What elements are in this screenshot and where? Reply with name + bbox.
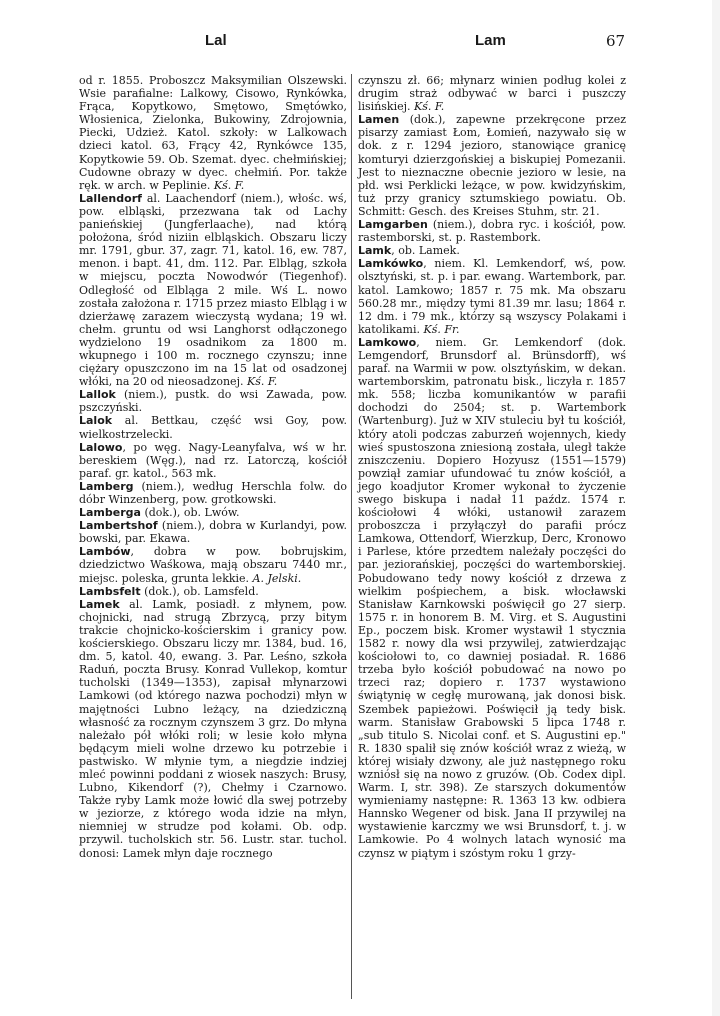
entry-signature: A. Jelski.: [249, 571, 302, 585]
right-column: [358, 74, 626, 860]
dictionary-entry: [358, 74, 626, 113]
entry-headword: Lamberga: [79, 506, 141, 520]
entry-headword: Lamkówko: [358, 257, 424, 271]
scan-edge: [712, 0, 720, 1016]
dictionary-entry: [79, 192, 347, 388]
dictionary-entry: [79, 506, 347, 519]
dictionary-entry: [358, 244, 626, 257]
dictionary-entry: [79, 480, 347, 506]
entry-text: (niem.), pustk. do wsi Zawada, pow. pszczyński.: [79, 388, 347, 415]
entry-text: od r. 1855. Proboszcz Maksymilian Olszewski. Wsie parafialne: Lalkowy, Cisowo, Rynkówka, Frąca, Kopytkowo, Smętowo, Smętówko, Włosienica, Zielonka, Bukowiny, Zdrojownia, Piecki, Udzież. Katol. szkoły: w Lalkowach dzieci katol. 63, Frący 42, Rynkówce 135, Kopytkowie 59. Ob. Szemat. dyec. chełmińskiej; Cudowne obrazy w dyec. chełmiń. Por. także ręk. w arch. w Peplinie.: [79, 74, 347, 192]
entry-text: (dok.), zapewne przekręcone przez pisarzy zamiast Łom, Łomień, nazywało się w dok. z r. 1294 jezioro, stanowiące granicę komturyi dzierzgońskiej a biskupiej Pomezanii. Jest to nieznaczne obecnie jezioro w lesie, na płd. wsi Perklicki leżące, w pow. kwidzyńskim, tuż przy granicy sztumskiego powiatu. Ob. Schmitt: Gesch. des Kreises Stuhm, str. 21.: [358, 113, 626, 218]
column-divider: [351, 74, 352, 999]
entry-text: (niem.), dobra ryc. i kościół, pow. rastemborski, st. p. Rastembork.: [358, 218, 626, 245]
dictionary-entry: [79, 545, 347, 584]
entry-headword: Lalok: [79, 414, 113, 428]
dictionary-entry: [79, 388, 347, 414]
entry-headword: Lambsfelt: [79, 584, 141, 598]
entry-text: , po węg. Nagy-Leanyfalva, wś w hr. bereskiem (Węg.), nad rz. Latorczą, kościół paraf. gr. katol., 563 mk.: [79, 440, 347, 480]
entry-text: al. Laachendorf (niem.), włośc. wś, pow. elbląski, przezwana tak od Lachy panieńskiej (Jungferlaache), nad którą położona, śród niziin elbląskich. Obszaru liczy mr. 1791, gbur. 37, zagr. 71, katol. 16, ew. 787, menon. i bapt. 41, dm. 112. Par. Elbląg, szkoła w miejscu, poczta Nowodwór (Tiegenhof). Odległość od Elbląga 2 mile. Wś L. nowo została założona r. 1715 przez miasto Elbląg i w dzierżawę zarazem wieczystą wydana; 19 wł. chełm. gruntu od wsi Langhorst odłączonego wydzielono 19 osadnikom za 1800 m. wkupnego i 100 m. rocznego czynszu; inne ciężary opuszczono im na 15 lat od osadzonej włóki, na 20 od nieosadzonej.: [79, 191, 347, 389]
dictionary-entry: [79, 585, 347, 598]
entry-text: al. Bettkau, część wsi Goy, pow. wielkostrzelecki.: [79, 414, 347, 441]
entry-text: (niem.), dobra w Kurlandyi, pow. bowski, par. Ekawa.: [79, 519, 347, 546]
entry-text: (dok.), ob. Lwów.: [140, 506, 240, 520]
entry-headword: Lallok: [79, 388, 116, 402]
page-header: [0, 32, 720, 54]
dictionary-entry: [358, 113, 626, 218]
entry-headword: Lambertshof: [79, 519, 158, 533]
entry-headword: Lamkowo: [358, 335, 417, 349]
dictionary-entry: [79, 519, 347, 545]
entry-text: , ob. Lamek.: [391, 244, 460, 258]
entry-signature: Kś. F.: [243, 375, 278, 389]
entry-signature: Kś. F.: [410, 100, 445, 114]
entry-text: , niem. Gr. Lemkendorf (dok. Lemgendorf, Brunsdorf al. Brünsdorff), wś paraf. na Warmii w pow. olsztyńskim, w dekan. wartemborskim, patronatu bisk., liczyła r. 1857 mk. 558; liczba komunikantów w parafii dochodzi do 2504; st. p. Wartembork (Wartenburg). Już w XIV stuleciu był tu kościół, który atoli podczas zaburzeń wojennych, kiedy wieś spustoszona zniesioną została, uległ także zniszczeniu. Dopiero Hozyusz (1551—1579) powziął zamiar ufundować tu znów kościół, a jego koadjutor Kromer wykonał to życzenie swego biskupa i nadał 11 paźdz. 1574 r. kościołowi 4 włóki, ustanowił zarazem proboszcza i przyłączył do parafii prócz Lamkowa, Ottendorf, Wierzkup, Derc, Kronowo i Parlese, które przedtem należały poczęści do par. jeziorańskiej, poczęści do wartemborskiej. Pobudowano tedy nowy kościół z drzewa z wielkim pośpiechem, a bisk. włocławski Stanisław Karnkowski poświęcił go 27 sierp. 1575 r. in honorem B. M. Virg. et S. Augustini Ep., poczem bisk. Kromer wystawił 1 stycznia 1582 r. nowy dla wsi przywilej, zatwierdzając kościołowi to, co dawniej posiadał. R. 1686 trzeba było kościół pobudować na nowo po trzeci raz; dopiero r. 1737 wystawiono świątynię w cegłę murowaną, jak donosi bisk. Szembek papieżowi. Poświęcił ją tedy bisk. warm. Stanisław Grabowski 5 lipca 1748 r. „sub titulo S. Nicolai conf. et S. Augustini ep." R. 1830 spalił się znów kościół wraz z wieżą, w której wisiały dzwony, ale już następnego roku wzniósł się na nowo z gruzów. (Ob. Codex dipl. Warm. I, str. 398). Ze starszych dokumentów wymieniamy następne: R. 1363 13 kw. odbiera Hannsko Wegener od bisk. Jana II przywilej na wystawienie karczmy we wsi Brunsdorf, t. j. w Lamkowie. Po 4 wolnych latach wynosić ma czynsz w piątym i szóstym roku 1 grzy-: [358, 335, 626, 860]
running-head-left: Lal: [205, 32, 227, 49]
entry-headword: Lamgarben: [358, 218, 428, 232]
dictionary-entry: [79, 74, 347, 192]
dictionary-entry: [79, 414, 347, 440]
entry-signature: Kś. Fr.: [419, 322, 460, 336]
entry-text: (niem.), według Herschla folw. do dóbr Winzenberg, pow. grotkowski.: [79, 479, 347, 506]
entry-headword: Lambów: [79, 545, 131, 559]
entry-text: , dobra w pow. bobrujskim, dziedzictwo Waśkowa, mają obszaru 7440 mr., miejsc. poleska, grunta lekkie.: [79, 545, 347, 585]
running-head-center: Lam: [475, 32, 506, 49]
entry-text: (dok.), ob. Lamsfeld.: [140, 584, 259, 598]
dictionary-entry: [358, 336, 626, 860]
entry-headword: Lamek: [79, 597, 120, 611]
dictionary-entry: [79, 598, 347, 860]
left-column: [79, 74, 347, 860]
dictionary-entry: [358, 218, 626, 244]
entry-headword: Lallendorf: [79, 191, 142, 205]
entry-text: al. Lamk, posiadł. z młynem, pow. chojnicki, nad strugą Zbrzycą, przy bitym trakcie chojnicko-kościerskim i granicy pow. kościerskiego. Obszaru liczy mr. 1384, bud. 16, dm. 5, katol. 40, ewang. 3. Par. Leśno, szkoła Raduń, poczta Brusy. Konrad Vullekop, komtur tucholski (1349—1353), zapisał młynarzowi Lamkowi (od którego nazwa pochodzi) młyn w majętności Lubno leżący, na dziedziczną własność za rocznym czynszem 3 grz. Do młyna należało pół włóki roli; w lesie koło młyna będącym mieli wolne drzewo ku potrzebie i pastwisko. W młynie tym, a niegdzie indziej mleć powinni poddani z wiosek naszych: Brusy, Lubno, Kikendorf (?), Chełmy i Czarnowo. Także ryby Lamk może łowić dla swej potrzeby w jeziorze, z którego woda idzie na młyn, niemniej w strudze pod kołami. Ob. odp. przywil. tucholskich str. 56. Lustr. star. tuchol. donosi: Lamek młyn daje rocznego: [79, 597, 347, 860]
entry-headword: Lamberg: [79, 479, 134, 493]
page-number: 67: [606, 32, 626, 50]
entry-text: , niem. Kl. Lemkendorf, wś, pow. olsztyński, st. p. i par. ewang. Wartembork, par. katol. Lamkowo; 1857 r. 75 mk. Ma obszaru 560.28 mr., między tymi 81.39 mr. lasu; 1864 r. 12 dm. i 79 mk., którzy są wszyscy Polakami i katolikami.: [358, 257, 626, 336]
entry-headword: Lamk: [358, 244, 392, 258]
entry-signature: Kś. F.: [210, 178, 245, 192]
entry-headword: Lalowo: [79, 440, 123, 454]
dictionary-entry: [358, 257, 626, 336]
entry-text: czynszu zł. 66; młynarz winien podług kolei z drugim straż odbywać w barci i puszczy lisińskiej.: [358, 74, 626, 114]
entry-headword: Lamen: [358, 113, 400, 127]
dictionary-entry: [79, 441, 347, 480]
